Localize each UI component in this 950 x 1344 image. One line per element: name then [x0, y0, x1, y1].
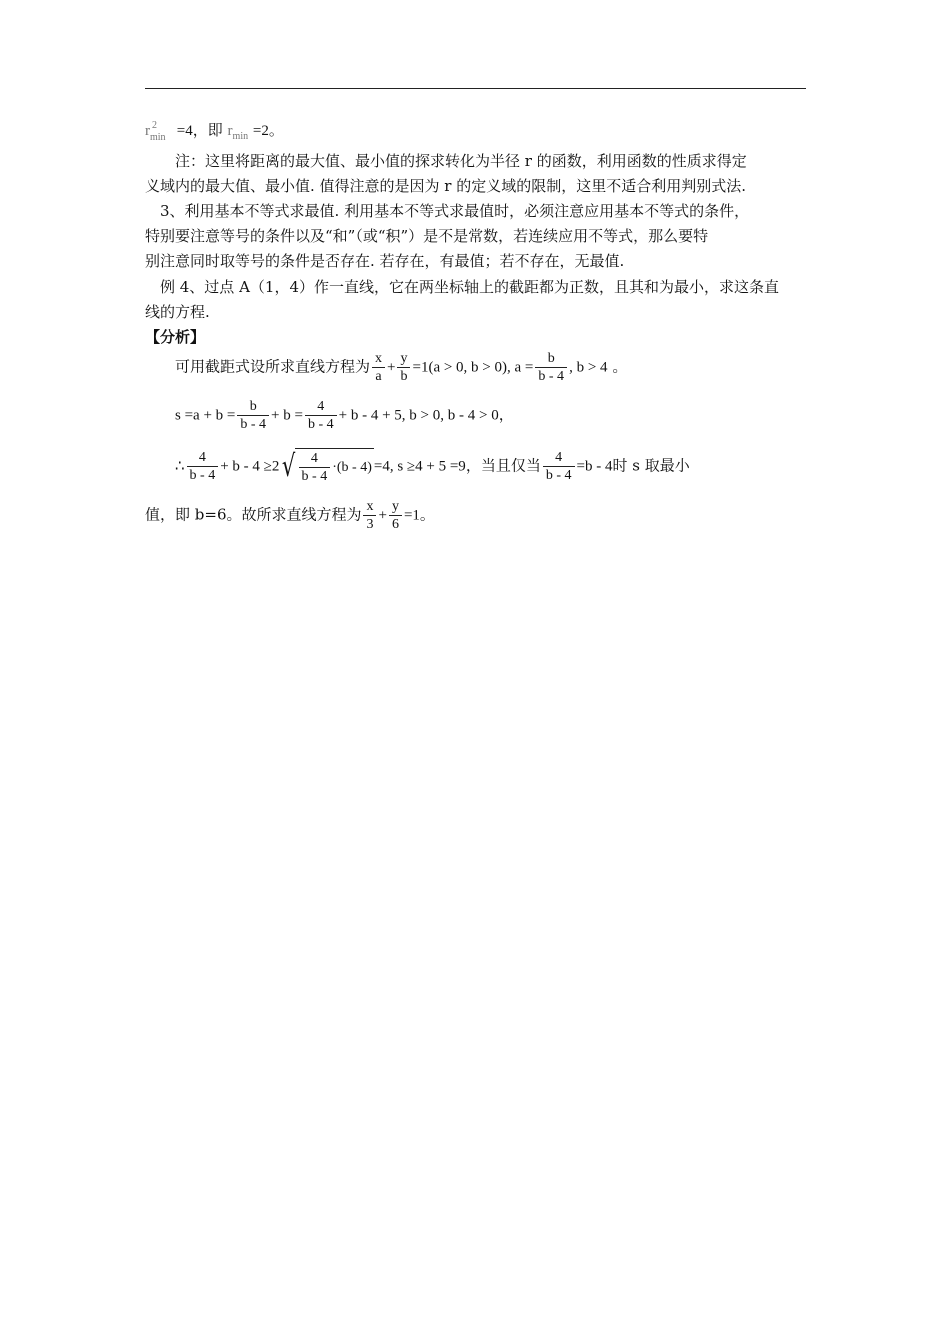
- result-line: [145, 119, 284, 148]
- fraction: [372, 350, 385, 385]
- radical-sign-icon: √: [282, 448, 296, 484]
- numerator: 4: [187, 449, 219, 467]
- text: 。: [419, 505, 435, 524]
- analysis-line: [175, 448, 690, 485]
- analysis-line: [175, 350, 627, 385]
- fraction: [299, 450, 331, 485]
- fraction: [237, 398, 269, 433]
- text: ，当且仅当: [465, 456, 541, 475]
- min-subscript: min: [232, 131, 249, 142]
- text: 值，即 b=6。故所求直线方程为: [145, 505, 362, 524]
- square-root: [279, 448, 373, 485]
- text: 。: [268, 121, 284, 139]
- equation: ·(b - 4): [332, 459, 372, 475]
- denominator: b: [400, 369, 408, 384]
- equation: =1: [403, 507, 420, 524]
- equation: =2: [252, 123, 269, 139]
- fraction: [363, 498, 376, 533]
- denominator: b - 4: [189, 468, 216, 483]
- equation: =4, s ≥4 + 5 =9: [373, 458, 466, 475]
- equation: + b - 4 ≥2: [220, 458, 280, 475]
- equation: =b - 4: [576, 458, 613, 475]
- note-line: 注：这里将距离的最大值、最小值的探求转化为半径 r 的函数，利用函数的性质求得定: [175, 152, 747, 170]
- min-subscript: min: [150, 132, 166, 143]
- text: ，即: [192, 121, 223, 139]
- method-line: 别注意同时取等号的条件是否存在. 若存在，有最值；若不存在，无最值.: [145, 252, 625, 270]
- r-variable: r: [145, 123, 150, 139]
- denominator: b - 4: [240, 417, 267, 432]
- method-line: 3、利用基本不等式求最值. 利用基本不等式求最值时，必须注意应用基本不等式的条件，: [160, 202, 750, 220]
- numerator: x: [372, 350, 385, 368]
- exponent: 2: [152, 120, 157, 131]
- header-rule: [145, 88, 806, 89]
- denominator: b - 4: [538, 369, 565, 384]
- analysis-line: [145, 498, 435, 533]
- fraction: [305, 398, 337, 433]
- numerator: b: [237, 398, 269, 416]
- fraction: [397, 350, 410, 385]
- equation: , b > 4: [569, 359, 608, 376]
- numerator: 4: [305, 398, 337, 416]
- equation: =4: [176, 123, 193, 139]
- operator: +: [387, 359, 396, 376]
- numerator: y: [389, 498, 402, 516]
- numerator: 4: [299, 450, 331, 468]
- denominator: b - 4: [545, 468, 572, 483]
- r-variable: r: [227, 123, 233, 139]
- equation: =1(a > 0, b > 0), a =: [412, 359, 534, 376]
- numerator: b: [535, 350, 567, 368]
- example-line: 例 4、过点 A（1，4）作一直线，它在两坐标轴上的截距都为正数，且其和为最小，求这条直: [160, 278, 780, 296]
- equation: + b - 4 + 5, b > 0, b - 4 > 0: [338, 407, 499, 424]
- text: 。: [612, 357, 628, 376]
- analysis-heading: 【分析】: [145, 328, 206, 346]
- operator: +: [378, 507, 387, 524]
- denominator: b - 4: [301, 469, 328, 484]
- note-line: 义域内的最大值、最小值. 值得注意的是因为 r 的定义域的限制，这里不适合利用判别式法.: [145, 177, 747, 195]
- fraction: [187, 449, 219, 484]
- equation: s =a + b =: [175, 407, 236, 424]
- fraction: [543, 449, 575, 484]
- text: ，: [498, 405, 514, 424]
- denominator: a: [375, 369, 382, 384]
- denominator: b - 4: [307, 417, 334, 432]
- equation: + b =: [271, 407, 303, 424]
- text: 时 s 取最小: [612, 456, 690, 475]
- denominator: 3: [366, 517, 374, 532]
- denominator: 6: [391, 517, 399, 532]
- therefore-symbol: ∴: [175, 458, 185, 475]
- numerator: 4: [543, 449, 575, 467]
- numerator: x: [363, 498, 376, 516]
- example-line: 线的方程.: [145, 303, 210, 321]
- method-line: 特别要注意等号的条件以及“和”（或“积”）是不是常数，若连续应用不等式，那么要特: [145, 227, 709, 245]
- numerator: y: [397, 350, 410, 368]
- fraction: [389, 498, 402, 533]
- fraction: [535, 350, 567, 385]
- analysis-line: [175, 398, 514, 433]
- text: 可用截距式设所求直线方程为: [175, 357, 371, 376]
